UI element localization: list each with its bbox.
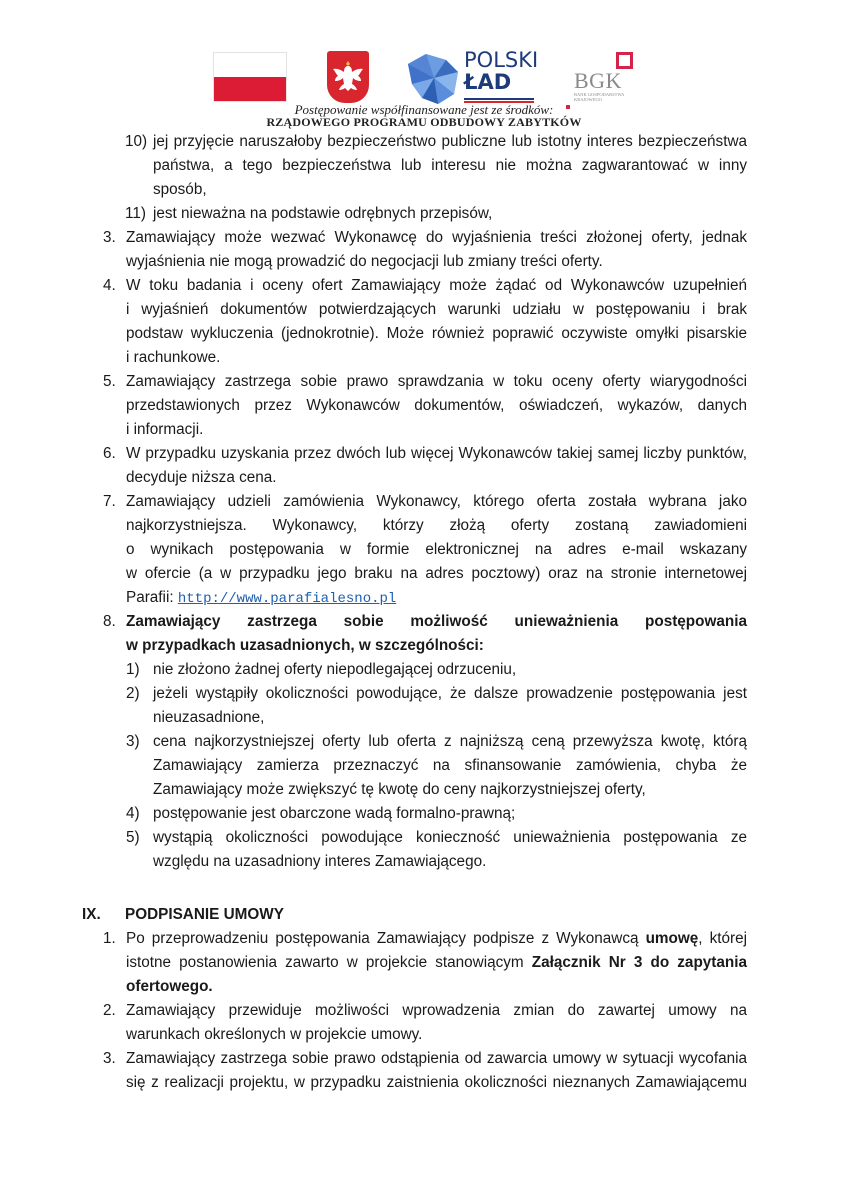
bgk-text: BGK	[574, 68, 622, 93]
list-number: 11)	[125, 205, 146, 222]
point-number: 5.	[103, 373, 116, 390]
point-text: Zamawiający zastrzega sobie prawo odstąpienia od zawarcia umowy w sytuacji wycofania	[126, 1050, 747, 1067]
point-text: i informacji.	[126, 421, 204, 438]
list-item-text: jest nieważna na podstawie odrębnych przepisów,	[153, 205, 493, 222]
point-text: Po przeprowadzeniu postępowania Zamawiający podpisze z Wykonawcą umowę, której	[126, 930, 748, 947]
list-item-text: jej przyjęcie naruszałoby bezpieczeństwo publiczne lub istotny interes bezpieczeństwa	[153, 133, 747, 150]
point-text: Zamawiający zastrzega sobie prawo sprawdzania w toku oceny oferty wiarygodności	[126, 373, 747, 390]
sub-point-text: postępowanie jest obarczone wadą formalno-prawną;	[153, 805, 516, 822]
point-text: przedstawionych przez Wykonawców dokumentów, oświadczeń, wykazów, danych	[126, 397, 747, 414]
document-header	[0, 0, 848, 130]
point-number: 8.	[103, 613, 116, 630]
sub-point-text: jeżeli wystąpiły okoliczności powodujące, że dalsze prowadzenie postępowania jest	[153, 685, 747, 702]
point-number: 1.	[103, 930, 116, 947]
point-text: wyjaśnienia nie mogą prowadzić do negocjacji lub zmiany treści oferty.	[126, 253, 603, 270]
point-number: 4.	[103, 277, 116, 294]
point-text: w ofercie (a w przypadku jego braku na adres pocztowy) oraz na stronie internetowej	[126, 565, 747, 582]
point-text: Zamawiający udzieli zamówienia Wykonawcy, którego oferta została wybrana jako	[126, 493, 747, 510]
sub-point-text: Zamawiający zamierza przeznaczyć na sfinansowanie zamówienia, chyba że	[153, 757, 747, 774]
point-text-bold: w przypadkach uzasadnionych, w szczególności:	[126, 637, 484, 654]
sub-point-text: Zamawiający może zwiększyć tę kwotę do ceny najkorzystniejszej oferty,	[153, 781, 646, 798]
polski-lad-map-icon	[404, 50, 462, 108]
attachment-reference: Załącznik Nr 3 do zapytania	[531, 954, 747, 971]
point-text: Zamawiający przewiduje możliwości wprowadzenia zmian do zawartej umowy na	[126, 1002, 747, 1019]
sub-point-number: 1)	[126, 661, 140, 678]
list-item-text: państwa, a tego bezpieczeństwa lub interesu nie można zagwarantować w inny	[153, 157, 747, 174]
list-number: 10)	[125, 133, 148, 150]
point-number: 3.	[103, 229, 116, 246]
point-text: o wynikach postępowania w formie elektronicznej na adres e-mail wskazany	[126, 541, 747, 558]
sub-point-text: wystąpią okoliczności powodujące konieczność unieważnienia postępowania ze	[153, 829, 747, 846]
point-text: Zamawiający może wezwać Wykonawcę do wyjaśnienia treści złożonej oferty, jednak	[126, 229, 747, 246]
sub-point-number: 5)	[126, 829, 140, 846]
program-name: RZĄDOWEGO PROGRAMU ODBUDOWY ZABYTKÓW	[266, 115, 582, 129]
sub-point-number: 4)	[126, 805, 140, 822]
point-text: istotne postanowienia zawarto w projekcie stanowiącym Załącznik Nr 3 do zapytania	[126, 954, 747, 971]
point-text: i rachunkowe.	[126, 349, 221, 366]
polish-eagle-emblem-icon	[327, 51, 369, 103]
attachment-reference-cont: ofertowego.	[126, 978, 213, 995]
point-text: podstaw wykluczenia (jednokrotnie). Może również poprawić oczywiste omyłki pisarskie	[126, 325, 747, 342]
point-number: 3.	[103, 1050, 116, 1067]
polski-lad-line2: ŁAD	[464, 70, 512, 94]
point-text: W przypadku uzyskania przez dwóch lub więcej Wykonawców takiej samej liczby punktów,	[126, 445, 747, 462]
polish-flag-logo	[213, 52, 287, 102]
list-item-text: sposób,	[153, 181, 207, 198]
point-number: 2.	[103, 1002, 116, 1019]
point-number: 7.	[103, 493, 116, 510]
polski-lad-line1: POLSKI	[464, 48, 539, 72]
point-number: 6.	[103, 445, 116, 462]
funding-statement: Postępowanie współfinansowane jest ze środków:	[294, 102, 554, 117]
bgk-subtext: BANK GOSPODARSTWA KRAJOWEGO	[574, 92, 625, 102]
point-text: i wyjaśnień dokumentów potwierdzających warunki udziału w postępowaniu i brak	[126, 301, 747, 318]
parish-label: Parafii:	[126, 589, 178, 606]
point-text: warunkach określonych w projekcie umowy.	[126, 1026, 423, 1043]
section-title: PODPISANIE UMOWY	[125, 906, 284, 923]
point-text: W toku badania i oceny ofert Zamawiający może żądać od Wykonawców uzupełnień	[126, 277, 747, 294]
sub-point-number: 2)	[126, 685, 140, 702]
sub-point-text: względu na uzasadniony interes Zamawiającego.	[153, 853, 487, 870]
point-text: najkorzystniejsza. Wykonawcy, którzy złożą oferty zostaną zawiadomieni	[126, 517, 747, 534]
bgk-square-icon	[616, 52, 633, 69]
point-text: decyduje niższa cena.	[126, 469, 277, 486]
polski-lad-logo	[404, 50, 539, 108]
section-number: IX.	[82, 906, 101, 923]
contract-emphasis: umowę	[645, 930, 699, 947]
sub-point-text: cena najkorzystniejszej oferty lub oferta z najniższą ceną przewyższa kwotę, którą	[153, 733, 747, 750]
sub-point-text: nie złożono żadnej oferty niepodlegającej odrzuceniu,	[153, 661, 517, 678]
point-text: się z realizacji projektu, w przypadku zaistnienia okoliczności nieznanych Zamawiającemu	[126, 1074, 747, 1091]
point-text-bold: Zamawiający zastrzega sobie możliwość unieważnienia postępowania	[126, 613, 747, 630]
point-text	[126, 586, 396, 611]
sub-point-number: 3)	[126, 733, 140, 750]
parish-website-link[interactable]: http://www.parafialesno.pl	[177, 591, 397, 607]
sub-point-text: nieuzasadnione,	[153, 709, 265, 726]
